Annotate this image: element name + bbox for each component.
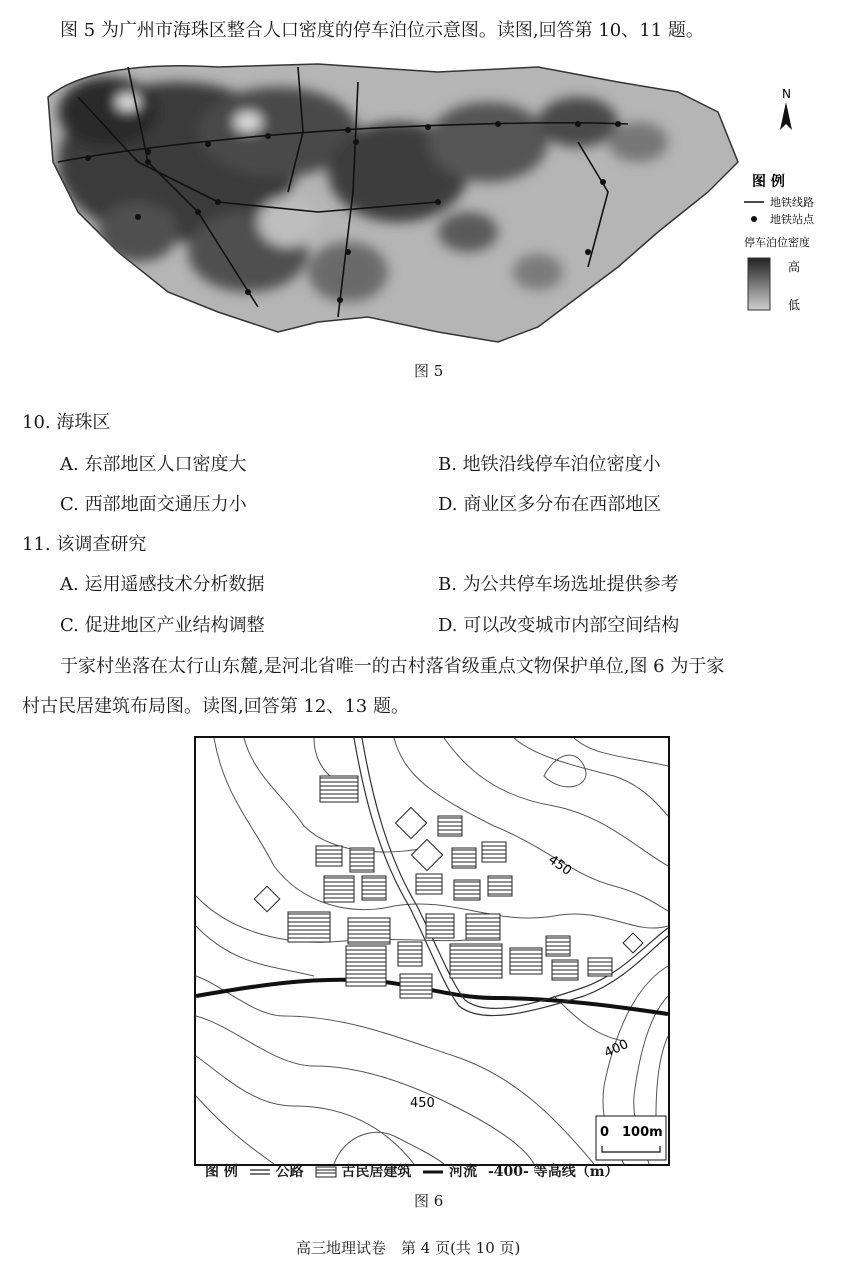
scale-length: 100m [622,1125,663,1140]
question-10-option-d[interactable]: D. 商业区多分布在西部地区 [438,494,662,515]
question-10-option-c[interactable]: C. 西部地面交通压力小 [60,494,247,515]
legend-low: 低 [788,298,801,312]
figure5-map [18,52,848,362]
intro-figure5: 图 5 为广州市海珠区整合人口密度的停车泊位示意图。读图,回答第 10、11 题。 [60,20,704,41]
question-10-option-a[interactable]: A. 东部地区人口密度大 [60,454,247,475]
figure6-legend [205,1161,625,1181]
north-arrow-icon [780,102,792,130]
question-11-option-c[interactable]: C. 促进地区产业结构调整 [60,615,265,636]
legend-metro-line-label: 地铁线路 [770,196,814,209]
river-symbol-icon [422,1167,444,1177]
legend5-title: 图 例 [752,174,785,190]
legend6-contour: -400- 等高线（m） [488,1164,619,1180]
page-footer: 高三地理试卷 第 4 页(共 10 页) [296,1239,521,1257]
contour-label-450-b: 450 [410,1096,435,1111]
question-11-option-b[interactable]: B. 为公共停车场选址提供参考 [438,574,679,595]
scale-zero: 0 [600,1125,610,1140]
question-11-option-a[interactable]: A. 运用遥感技术分析数据 [60,574,265,595]
figure6-caption: 图 6 [414,1192,444,1210]
contour-label-450-a: 450 [545,852,575,879]
legend6-building: 古民居建筑 [341,1164,412,1180]
question-11-stem: 11. 该调查研究 [22,534,147,555]
density-gradient-bar [748,258,770,310]
question-11-option-d[interactable]: D. 可以改变城市内部空间结构 [438,615,680,636]
north-label: N [782,88,791,101]
question-10-stem: 10. 海珠区 [22,412,111,433]
road-symbol-icon [249,1167,271,1177]
contour-label-400: 400 [602,1036,631,1062]
parking-density-map [18,52,848,362]
scale-bar [596,1116,666,1160]
legend-high: 高 [788,260,801,274]
legend6-river: 河流 [449,1164,478,1180]
figure5-legend-graphics [742,88,852,328]
building-symbol-icon [315,1166,337,1178]
question-10-option-b[interactable]: B. 地铁沿线停车泊位密度小 [438,454,661,475]
legend6-title: 图 例 [205,1164,238,1180]
village-layout-map [194,736,670,1166]
figure6-map [194,736,670,1166]
intro-figure6-line2: 村古民居建筑布局图。读图,回答第 12、13 题。 [22,696,409,717]
legend-density-title: 停车泊位密度 [744,236,810,249]
intro-figure6-line1: 于家村坐落在太行山东麓,是河北省唯一的古村落省级重点文物保护单位,图 6 为于家 [60,656,725,677]
legend-metro-station-label: 地铁站点 [770,213,814,226]
figure5-legend [742,88,852,328]
legend6-road: 公路 [275,1164,304,1180]
legend-metro-station-symbol [751,216,757,222]
figure5-caption: 图 5 [414,362,444,380]
